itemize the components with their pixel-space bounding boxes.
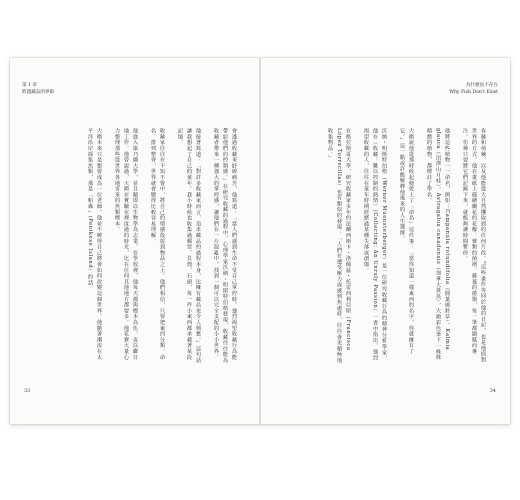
book-spread bbox=[10, 58, 510, 424]
right-page-body: 春藤和荊棘，以及他能從大自然攫取到的任何片段。⁸這些畫作等同於他的日記，也是他面對世界的方式。他在畫紙上描繪蘭花的花瓣、蕈類的菌褶、藤蔓的捲鬚，每一筆都細膩而專注，彷彿只要將它們記錄下來，就能夠讓時間暫停。 他將這些植物一一命名，例如：Campanula rotundifolia（圓葉風鈴草）、Kalmia glauca（沼澤山月桂）、Astragalus canadensis（加拿大黃芪），大衛彩色筆下一株株精緻的植物，都標註了學名。 大衛說他從那時候起便愛上了「命名」這件事：「當你知道一樣東西的名字，你就擁有了它。」這一點或許能解釋他後來的人生選擇。 沃納・明斯特伯格（Werner Muensterberger）是一位研究收藏行為的精神分析學家，他在《收藏：難以控制的熱情》（Collecting: An Unruly Passion）一書中指出，強烈渴望收藏的人，往往在童年時期經歷過某種失落或創傷。 在格拉斯哥大學，研究收藏家多年的法蘭西斯卡・洛佩茲・托雷西利亞斯（Francisca López Torrecillas）也有類似的發現：「人們在遭受壓力或感到焦慮時，往往會更積極地收集物品。」 bbox=[327, 128, 486, 364]
book-title-zh: 為什麼魚不存在 bbox=[465, 83, 498, 88]
right-page bbox=[261, 58, 510, 424]
right-running-header bbox=[449, 83, 498, 96]
left-running-header bbox=[22, 83, 54, 96]
left-page-number: 33 bbox=[24, 388, 31, 394]
book-title-en: Why Fish Don't Exist bbox=[449, 89, 498, 95]
chapter-title: 跨越藏品的界限 bbox=[22, 89, 55, 95]
left-page-body: 會透過收藏來紓緩痛苦，他寫道：「當人們感到生命不受自己掌控時，強烈渴望收藏行為能帶給他們的控制感。」在研究收藏的過程中，心理學家沃納・明斯特伯格發現，收藏往往能為收藏者帶來一種強大的掌控感，讓他們在一片混亂中，找到一個可以完全支配的小小世界。 他接著寫道：「對許多收藏家而言，追求藏品的過程本身，比擁有藏品更令人興奮。」這句話讓我想起了自己的童年。我小時候也收集過郵票、貝殼、石頭，每一件小東西都承載著某段記憶。 收藏家往往在不知不覺中，將自己的情感投射到物品之上。他們相信，只要把東西分類、命名、排列整齊，世界就會變得比較容易理解。 他進入康乃爾大學，並且隨即以生物學為志業。在學校裡，他每天都與標本為伍，夜以繼日地工作。他曾說過，大衛在實驗室裡度過的時光，比在任何其他地方都要多。他花費大量心力整理那些從世界各地寄來的魚類標本。 大衛本來只是想要成為一位老師，他並不曉得自己將會如何改變這個世界。他隨著潮流在太平洋沿岸採集魚類，那是「帕森」（Penikese Island）的話。 bbox=[87, 128, 237, 364]
chapter-number: 第 1 章 bbox=[22, 83, 38, 88]
left-page bbox=[10, 58, 259, 424]
right-page-number: 34 bbox=[489, 388, 496, 394]
